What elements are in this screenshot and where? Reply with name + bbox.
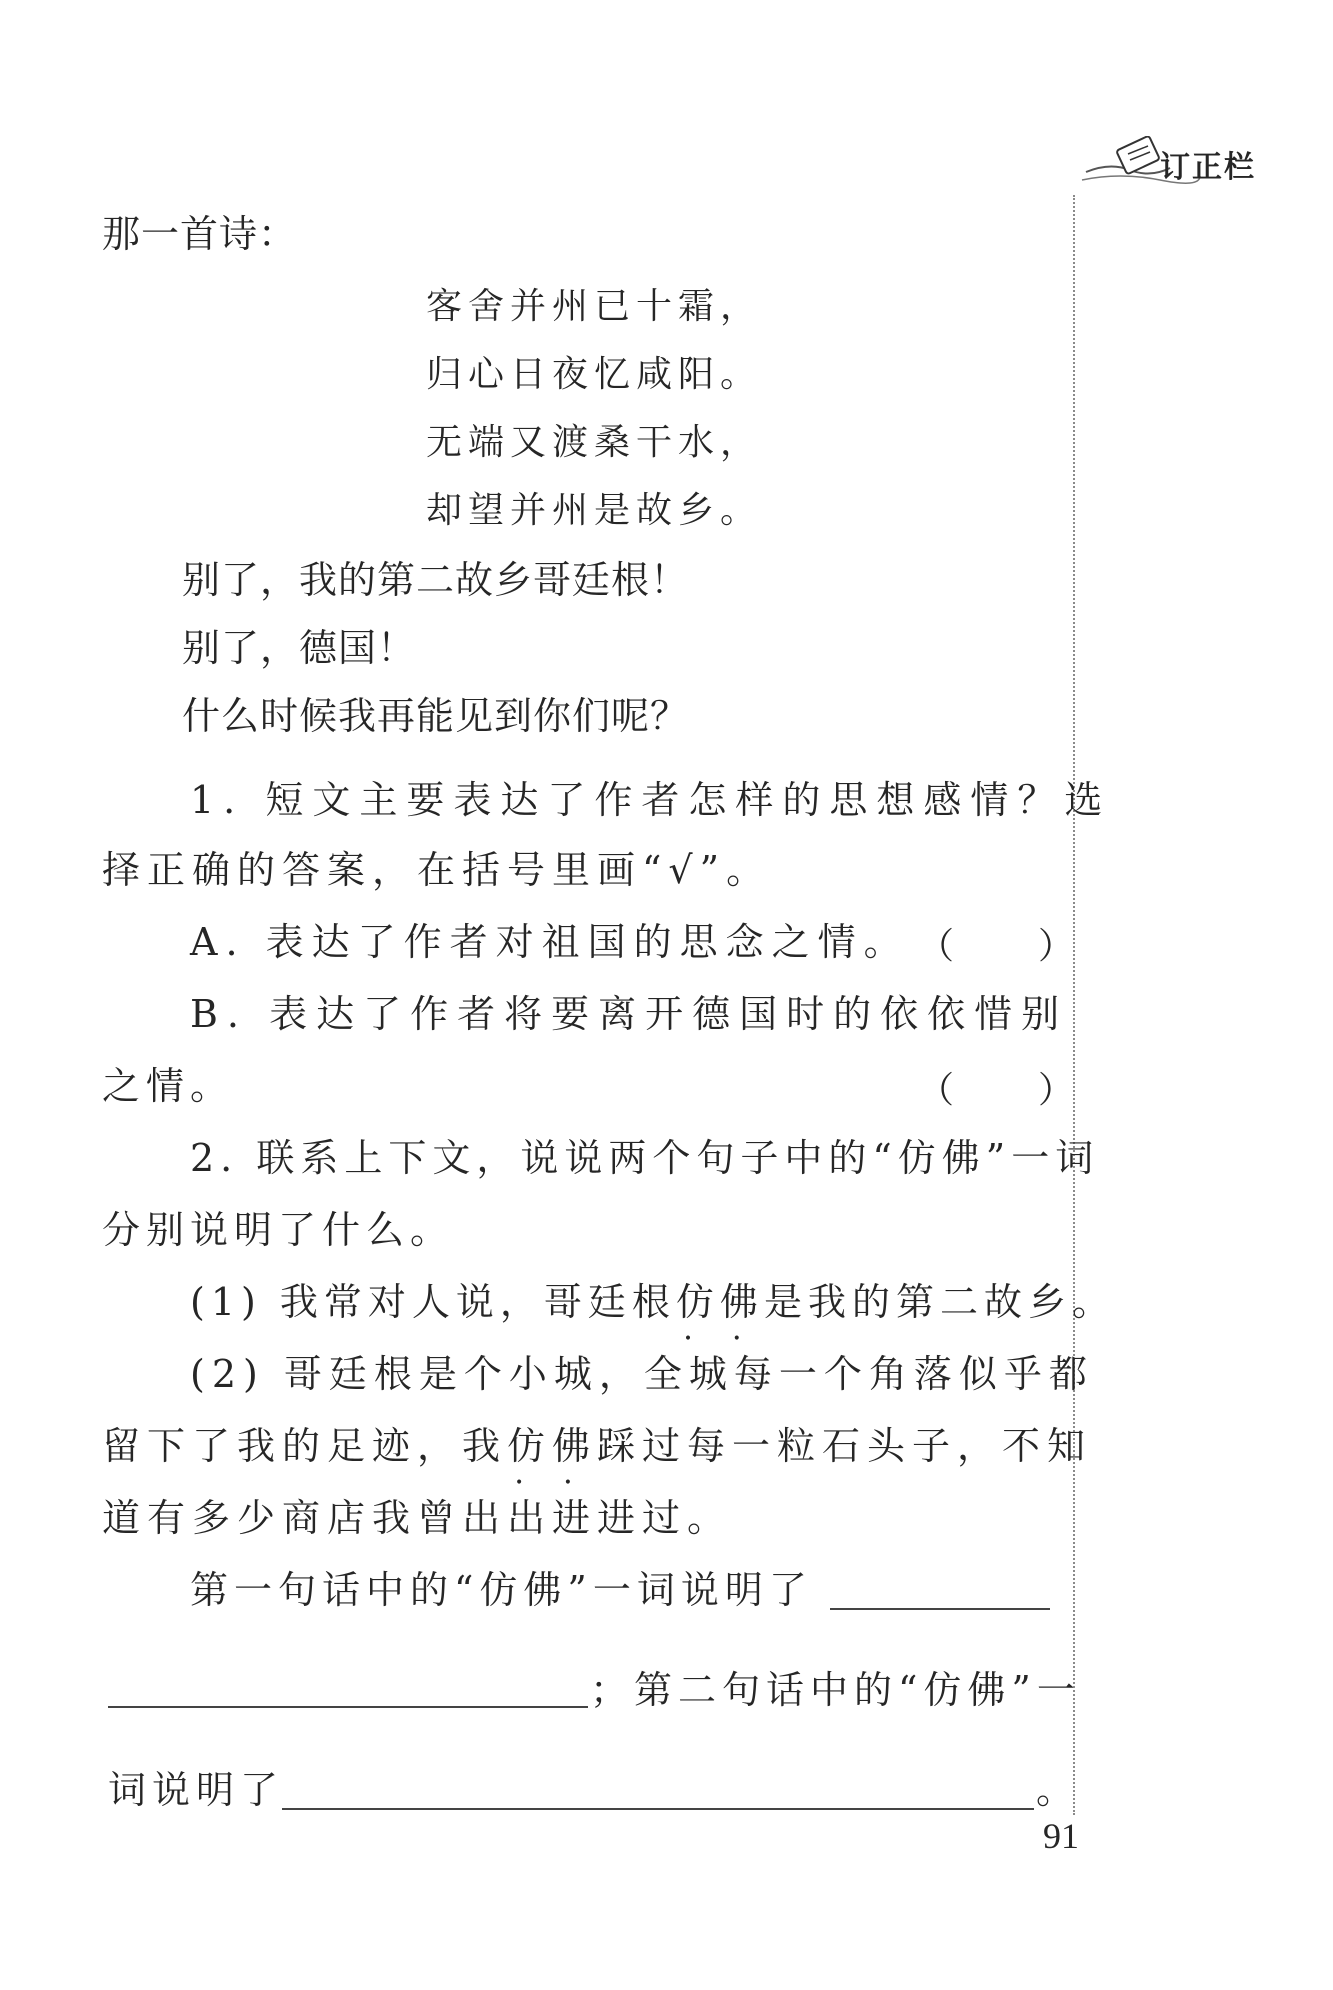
- q1-line-1: 1. 短文主要表达了作者怎样的思想感情？选: [190, 778, 1112, 822]
- q2-fill-prompt-3: 词说明了: [108, 1768, 285, 1812]
- q1-option-a-answer-box[interactable]: （ ）: [918, 926, 1079, 967]
- correction-margin-divider: [1073, 195, 1075, 1815]
- q2-fill-prompt-2: ；第二句话中的“仿佛”一: [590, 1668, 1081, 1712]
- answer-blank-1-continued[interactable]: [108, 1706, 588, 1708]
- poem-line-4: 却望并州是故乡。: [426, 490, 763, 531]
- q2-line-1: 2. 联系上下文，说说两个句子中的“仿佛”一词: [190, 1136, 1100, 1180]
- farewell-line-2: 别了，德国！: [182, 626, 417, 670]
- q1-option-a: A. 表达了作者对祖国的思念之情。: [190, 920, 910, 964]
- q2-sentence-1: [190, 1278, 1116, 1326]
- page-number: 91: [1043, 1816, 1079, 1856]
- farewell-line-1: 别了，我的第二故乡哥廷根！: [182, 558, 690, 602]
- answer-blank-1[interactable]: [830, 1608, 1050, 1610]
- q2-sentence-1-after: 是我的第二故乡。: [763, 1280, 1116, 1324]
- farewell-line-3: 什么时候我再能见到你们呢？: [182, 694, 690, 738]
- q1-option-b-line-2: 之情。: [102, 1064, 235, 1108]
- q2-sentence-2-line-2: [102, 1422, 1092, 1470]
- emphasized-word: 仿佛 • •: [507, 1422, 597, 1470]
- q1-option-b-line-1: B. 表达了作者将要离开德国时的依依惜别: [190, 992, 1069, 1036]
- correction-title: 订正栏: [1160, 150, 1256, 185]
- poem-line-2: 归心日夜忆咸阳。: [426, 354, 763, 395]
- poem-line-1: 客舍并州已十霜，: [426, 286, 763, 327]
- q2-sentence-2-after: 踩过每一粒石头子，不知: [597, 1424, 1093, 1468]
- answer-blank-2[interactable]: [282, 1808, 1034, 1810]
- q2-sentence-2-before: 留下了我的足迹，我: [102, 1424, 508, 1468]
- q1-line-2: 择正确的答案，在括号里画“√”。: [102, 848, 772, 892]
- emphasized-word: 仿佛 • •: [676, 1278, 764, 1326]
- poem-line-3: 无端又渡桑干水，: [426, 422, 763, 463]
- q2-sentence-2-line-3: 道有多少商店我曾出出进进过。: [102, 1496, 733, 1540]
- q2-sentence-2-line-1: (2) 哥廷根是个小城，全城每一个角落似乎都: [190, 1352, 1094, 1396]
- poem-intro: 那一首诗：: [102, 212, 298, 256]
- q2-fill-prompt-1: 第一句话中的“仿佛”一词说明了: [190, 1568, 813, 1612]
- q2-line-2: 分别说明了什么。: [102, 1208, 455, 1252]
- q2-sentence-1-before: (1) 我常对人说，哥廷根: [190, 1280, 676, 1324]
- end-mark: 。: [1036, 1768, 1076, 1812]
- q1-option-b-answer-box[interactable]: （ ）: [918, 1070, 1079, 1111]
